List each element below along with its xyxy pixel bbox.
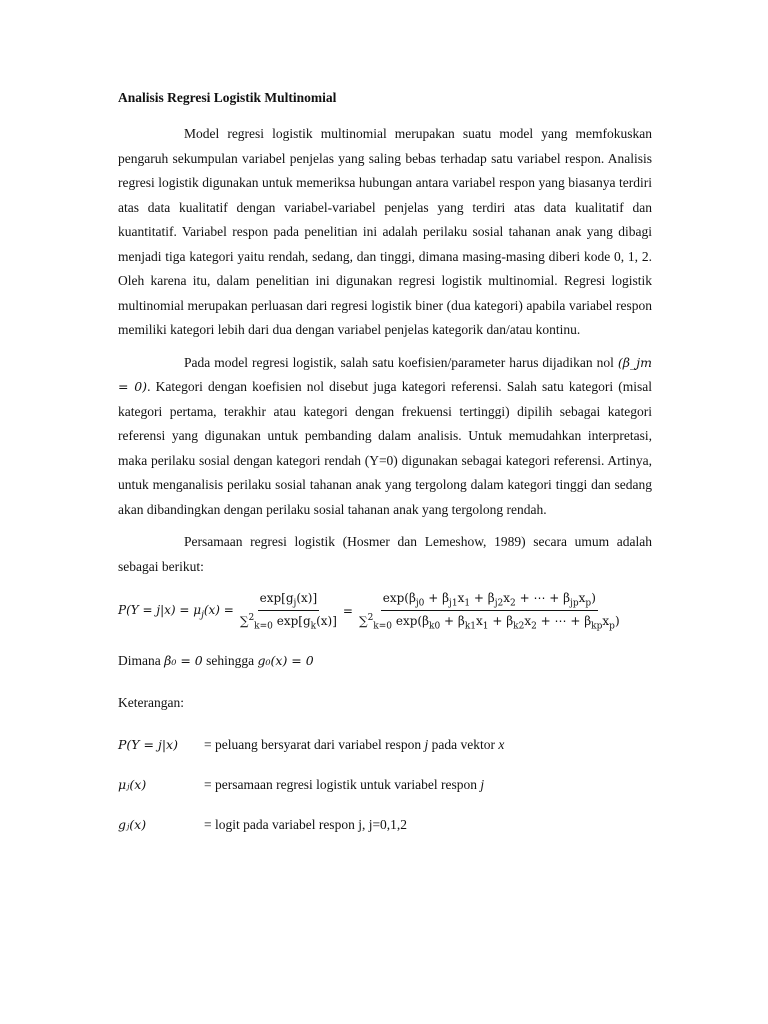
paragraph-2 (118, 351, 652, 523)
dimana-middle: sehingga (206, 652, 255, 668)
definition-text: = persamaan regresi logistik untuk variabel respon j (204, 776, 485, 792)
dimana-prefix: Dimana (118, 652, 161, 668)
section-heading: Analisis Regresi Logistik Multinomial (118, 90, 337, 105)
keterangan-label: Keterangan: (118, 694, 184, 710)
definition-term: gⱼ(x) (118, 816, 147, 832)
paragraph-3: Persamaan regresi logistik (Hosmer dan Lemeshow, 1989) secara umum adalah sebagai berikut: (118, 534, 652, 574)
definition-term: P(Y = j|x) (118, 736, 178, 752)
definition-row (118, 734, 652, 756)
definition-row (118, 814, 652, 836)
dimana-line (118, 650, 652, 672)
fraction-1: $\frac{\exp[g_j(x)]}{\sum^2_{k=0} \exp[g_k(x)]}$ (239, 591, 337, 632)
multinomial-logit-equation: $P(Y = j|x) = \mu_j(x)$ = $\frac{\exp[g_j(x)]}{\sum^2_{k=0} \exp[g_k(x)]}$ = $\frac{\exp(\beta_{j0} + \beta_{j1}x_1 + \beta_{j2}x_2 + \cdots + \beta_{jp}x_p)}{\sum^2_{k=0} \exp(\beta_{k0} + \beta_{k1}x_1 + \beta_{k2}x_2 + \cdots + \beta_{kp}x_p)}$ (118, 591, 620, 632)
definition-term: μⱼ(x) (118, 776, 147, 792)
definition-row (118, 774, 652, 796)
paragraph-1: Model regresi logistik multinomial merupakan suatu model yang memfokuskan pengaruh sekumpulan variabel penjelas yang saling bebas terhadap satu variabel respon. Analisis regresi logistik digunakan untuk memeriksa hubungan antara variabel respon yang biasanya terdiri atas data kualitatif dengan variabel-variabel penjelas yang terdiri atas data kualitatif dan kuantitatif. Variabel respon pada penelitian ini adalah perilaku sosial tahanan anak yang dibagi menjadi tiga kategori yaitu rendah, sedang, dan tinggi, dimana masing-masing diberi kode 0, 1, 2. Oleh karena itu, dalam penelitian ini digunakan regresi logistik multinomial. Regresi logistik multinomial merupakan perluasan dari regresi logistik biner (dua kategori) apabila variabel respon memiliki kategori lebih dari dua dengan variabel penjelas kategorik dan/atau kontinu. (118, 126, 652, 337)
g0-math: g₀(x) = 0 (257, 652, 314, 668)
paragraph-2-intro: Pada model regresi logistik, salah satu koefisien/parameter harus dijadikan nol (184, 354, 614, 370)
paragraph-2-rest: . Kategori dengan koefisien nol disebut juga kategori referensi. Salah satu kategori (misal kategori pertama, terakhir atau kategori dengan frekuensi tertinggi) dipilih sebagai kategori referensi yang digunakan untuk pembanding dalam analisis. Untuk memudahkan interpretasi, maka perilaku sosial dengan kategori rendah (Y=0) digunakan sebagai kategori referensi. Artinya, untuk menganalisis perilaku sosial tahanan anak yang tergolong dalam kategori tinggi dan sedang akan dibandingkan dengan perilaku sosial tahanan anak yang tergolong rendah. (118, 379, 652, 517)
fraction-2: $\frac{\exp(\beta_{j0} + \beta_{j1}x_1 + \beta_{j2}x_2 + \cdots + \beta_{jp}x_p)}{\sum^2_{k=0} \exp(\beta_{k0} + \beta_{k1}x_1 + \beta_{k2}x_2 + \cdots + \beta_{kp}x_p)}$ (358, 591, 620, 632)
document-content (118, 86, 652, 854)
beta-jm-zero-math: (β_jm = 0) (118, 354, 653, 394)
definition-text: = logit pada variabel respon j, j=0,1,2 (204, 816, 408, 832)
definition-text: = peluang bersyarat dari variabel respon j pada vektor x (204, 736, 505, 752)
beta0-math: β₀ = 0 (164, 652, 203, 668)
